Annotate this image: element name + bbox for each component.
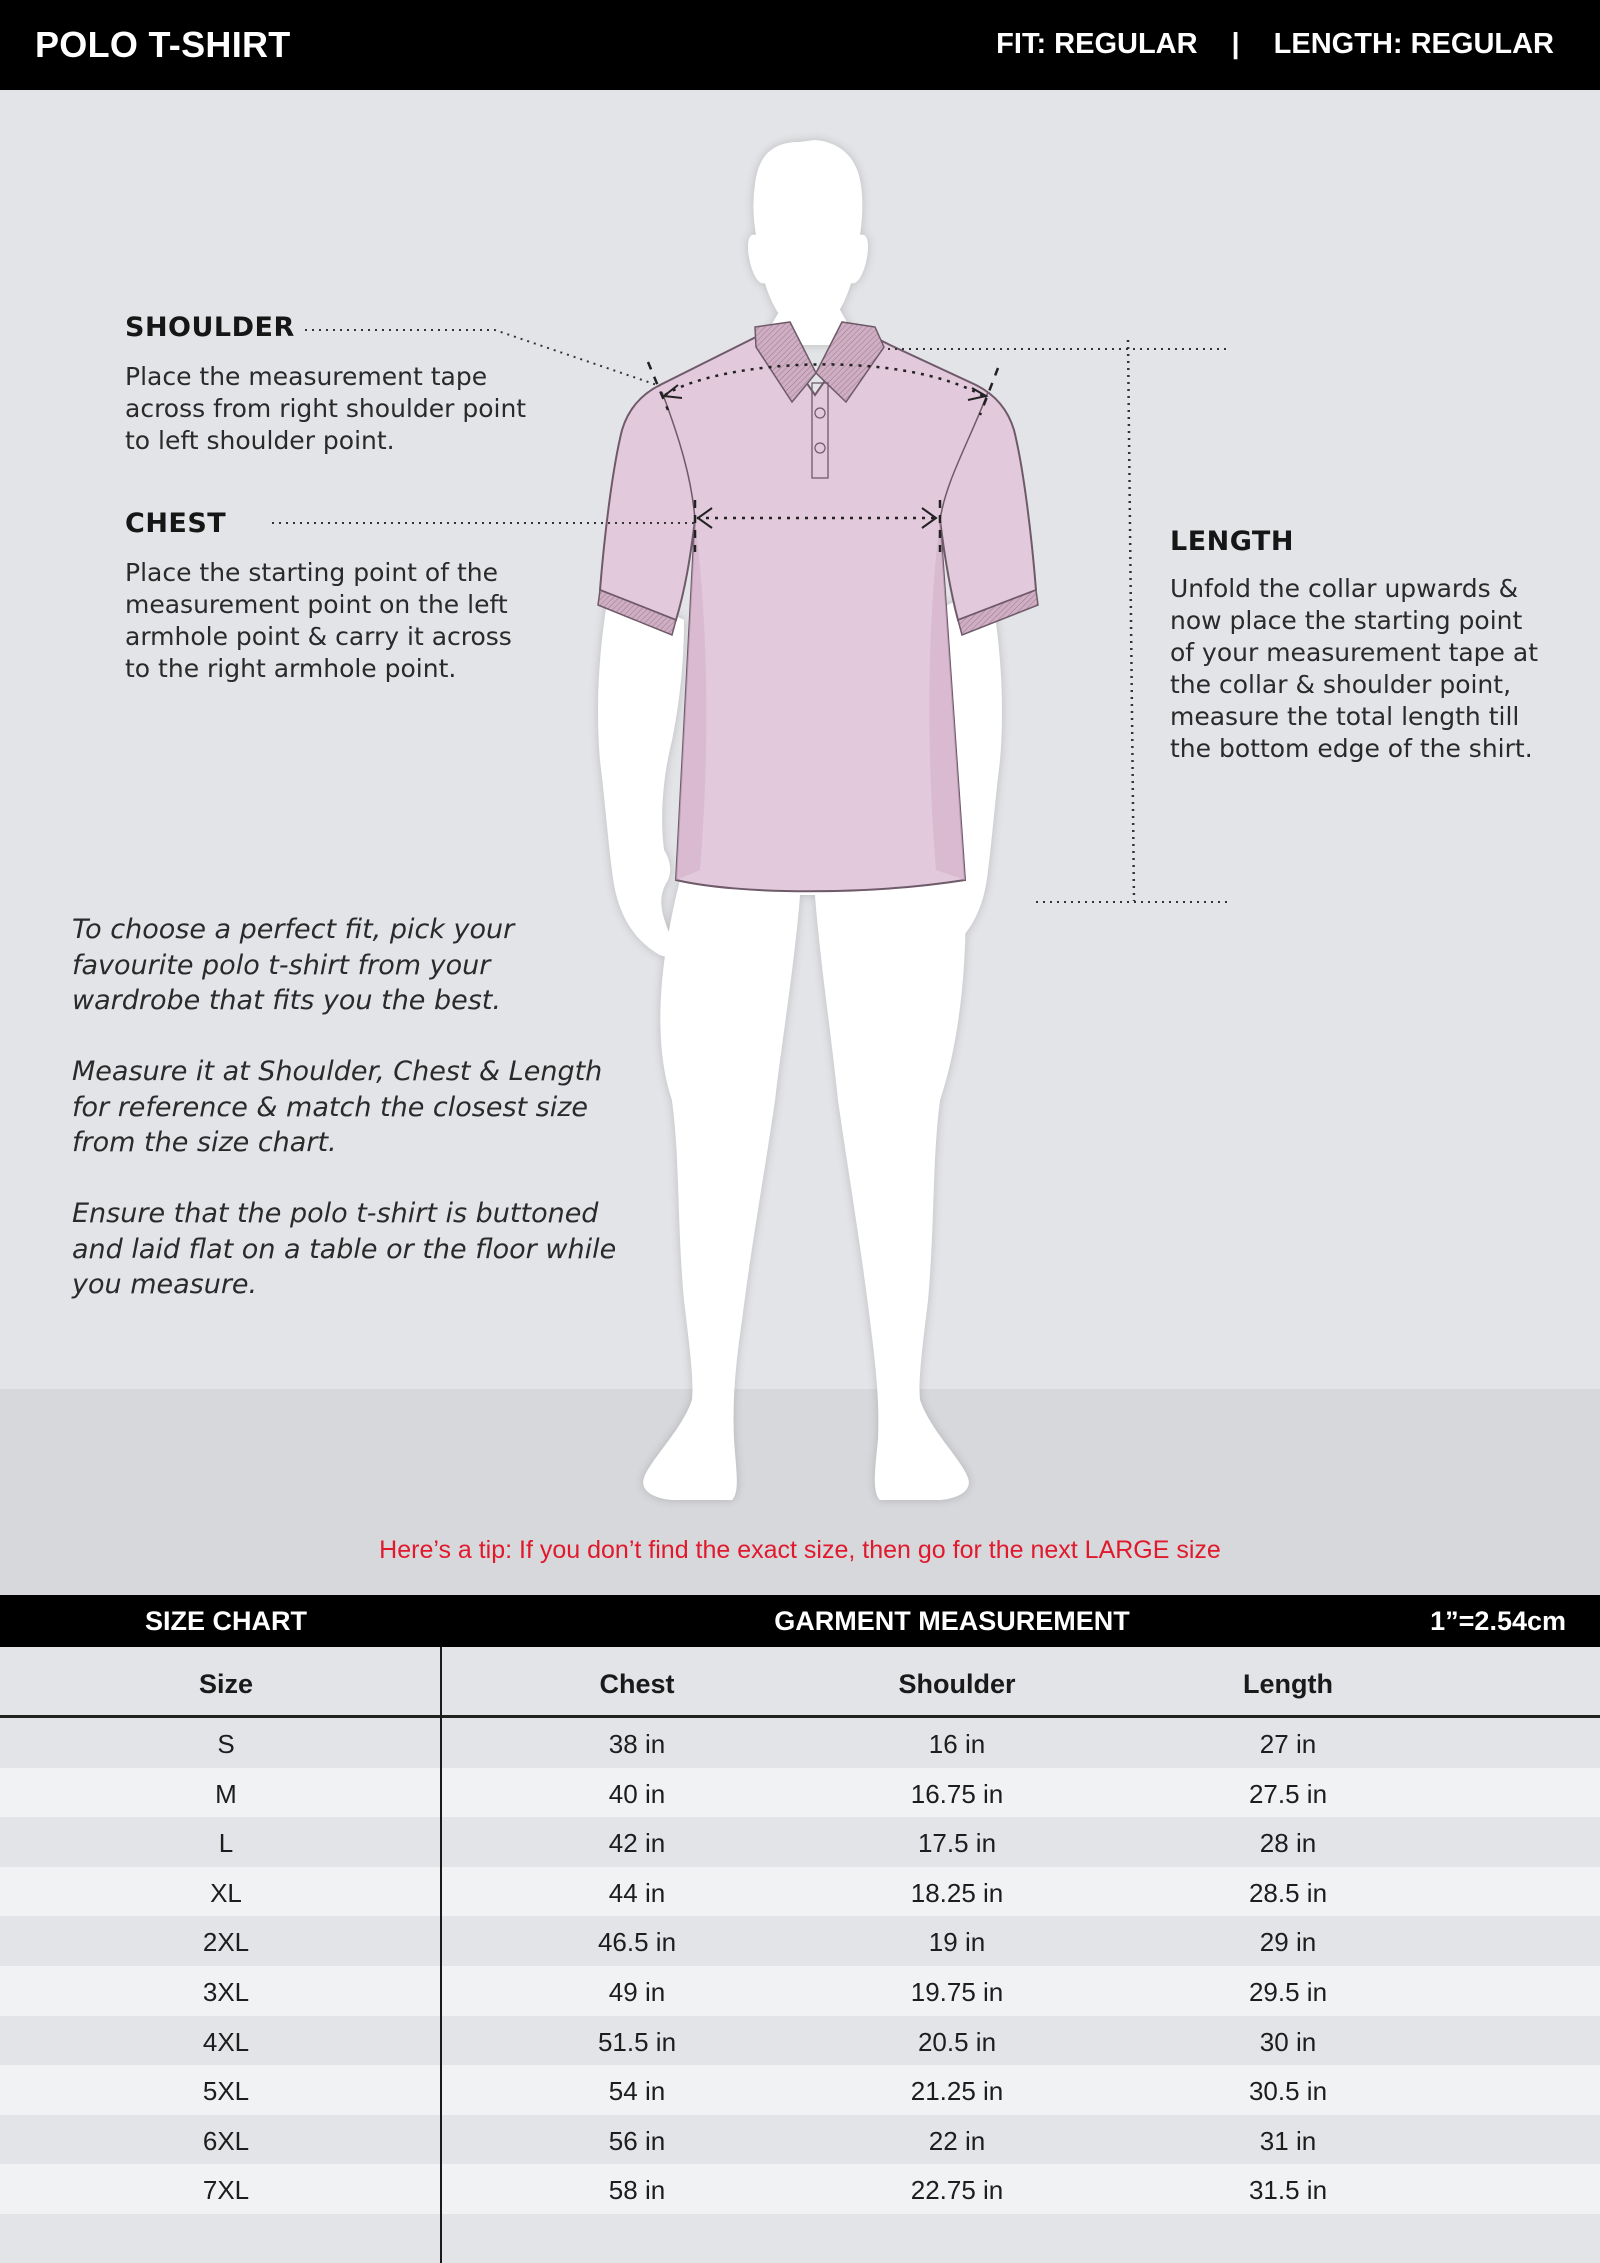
cell-shoulder: 22.75 in xyxy=(910,2175,1004,2206)
length-line: measure the total length till xyxy=(1170,702,1520,731)
cell-shoulder: 16.75 in xyxy=(910,1778,1004,1809)
instruction-line: To choose a perfect fit, pick your xyxy=(72,914,515,945)
measuring-instructions xyxy=(72,912,632,1338)
cell-length: 28.5 in xyxy=(1248,1877,1328,1908)
table-header-row xyxy=(0,1647,1600,1718)
cell-chest: 58 in xyxy=(608,2175,666,2206)
spec-separator: | xyxy=(1231,28,1240,60)
chest-line: Place the starting point of the xyxy=(125,558,498,587)
cell-length: 28 in xyxy=(1259,1828,1317,1859)
table-row xyxy=(0,1768,1600,1818)
table-row xyxy=(0,2115,1600,2165)
cell-chest: 51.5 in xyxy=(597,2026,677,2057)
table-row xyxy=(0,1916,1600,1966)
shoulder-line: across from right shoulder point xyxy=(125,394,527,423)
cell-chest: 42 in xyxy=(608,1828,666,1859)
table-row xyxy=(0,1817,1600,1867)
cell-shoulder: 20.5 in xyxy=(917,2026,997,2057)
chest-line: measurement point on the left xyxy=(125,590,508,619)
length-line: now place the starting point xyxy=(1170,606,1523,635)
unit-conversion: 1”=2.54cm xyxy=(1430,1606,1566,1636)
cell-length: 31 in xyxy=(1259,2125,1317,2156)
column-header-chest: Chest xyxy=(599,1669,675,1699)
instruction-line: wardrobe that fits you the best. xyxy=(72,985,501,1016)
cell-size: XL xyxy=(210,1877,242,1908)
fit-label: FIT: REGULAR xyxy=(996,28,1198,60)
size-chart-header xyxy=(0,1595,1600,1647)
instruction-paragraph xyxy=(72,912,632,1019)
column-divider xyxy=(440,1647,442,2263)
table-row xyxy=(0,2016,1600,2066)
chest-line: armhole point & carry it across xyxy=(125,622,512,651)
column-header-length: Length xyxy=(1243,1669,1333,1699)
shoulder-heading: SHOULDER xyxy=(125,312,295,343)
cell-length: 27 in xyxy=(1259,1729,1317,1759)
instruction-line: and laid flat on a table or the floor while xyxy=(72,1233,617,1265)
cell-chest: 46.5 in xyxy=(597,1927,677,1958)
length-line: the bottom edge of the shirt. xyxy=(1170,734,1533,763)
cell-chest: 40 in xyxy=(608,1778,666,1809)
cell-size: S xyxy=(217,1729,235,1759)
cell-shoulder: 21.25 in xyxy=(910,2076,1004,2107)
product-title: POLO T-SHIRT xyxy=(35,24,291,65)
cell-length: 30.5 in xyxy=(1248,2076,1328,2107)
cell-size: 4XL xyxy=(202,2026,250,2057)
cell-chest: 49 in xyxy=(608,1976,666,2007)
column-header-shoulder: Shoulder xyxy=(898,1669,1016,1699)
length-description xyxy=(1170,573,1538,765)
cell-size: 3XL xyxy=(202,1976,250,2007)
instruction-line: from the size chart. xyxy=(72,1127,337,1158)
cell-length: 29 in xyxy=(1259,1927,1317,1958)
instruction-paragraph xyxy=(72,1196,632,1303)
table-row xyxy=(0,2065,1600,2115)
shoulder-line: Place the measurement tape xyxy=(125,362,488,391)
cell-length: 30 in xyxy=(1259,2026,1317,2057)
cell-size: 6XL xyxy=(202,2125,250,2156)
cell-shoulder: 16 in xyxy=(928,1729,986,1759)
instruction-line: you measure. xyxy=(72,1269,258,1300)
table-row xyxy=(0,1718,1600,1768)
table-body xyxy=(0,1718,1600,2214)
instruction-line: Measure it at Shoulder, Chest & Length xyxy=(72,1056,603,1087)
column-header-size: Size xyxy=(198,1669,254,1699)
shoulder-line: to left shoulder point. xyxy=(125,426,395,455)
chest-description xyxy=(125,557,512,685)
shoulder-description xyxy=(125,361,526,457)
size-chart-title: SIZE CHART xyxy=(145,1606,307,1636)
table-row xyxy=(0,1867,1600,1917)
cell-chest: 44 in xyxy=(608,1877,666,1908)
length-line: of your measurement tape at xyxy=(1170,638,1539,667)
instruction-paragraph xyxy=(72,1054,632,1161)
length-heading: LENGTH xyxy=(1170,526,1294,557)
cell-shoulder: 17.5 in xyxy=(917,1828,997,1859)
instruction-line: favourite polo t-shirt from your xyxy=(72,949,491,981)
cell-shoulder: 22 in xyxy=(928,2125,986,2156)
length-line: Unfold the collar upwards & xyxy=(1170,574,1519,603)
cell-size: 2XL xyxy=(202,1927,250,1958)
cell-chest: 54 in xyxy=(608,2076,666,2107)
length-line: the collar & shoulder point, xyxy=(1170,670,1512,699)
cell-size: 7XL xyxy=(202,2175,250,2206)
cell-size: L xyxy=(218,1828,234,1859)
cell-chest: 38 in xyxy=(608,1729,666,1759)
chest-line: to the right armhole point. xyxy=(125,654,457,683)
cell-length: 29.5 in xyxy=(1248,1976,1328,2007)
cell-length: 31.5 in xyxy=(1248,2175,1328,2206)
cell-shoulder: 18.25 in xyxy=(910,1877,1004,1908)
sizing-tip: Here’s a tip: If you don’t find the exact size, then go for the next LARGE size xyxy=(379,1536,1221,1564)
table-row xyxy=(0,2164,1600,2214)
table-row xyxy=(0,1966,1600,2016)
chest-heading: CHEST xyxy=(125,508,227,539)
instruction-line: Ensure that the polo t-shirt is buttoned xyxy=(72,1198,599,1229)
instruction-line: for reference & match the closest size xyxy=(72,1091,589,1123)
garment-measurement-title: GARMENT MEASUREMENT xyxy=(774,1606,1130,1636)
cell-size: M xyxy=(215,1778,237,1809)
size-chart-table xyxy=(0,1647,1600,2263)
cell-shoulder: 19 in xyxy=(928,1927,986,1958)
cell-chest: 56 in xyxy=(608,2125,666,2156)
cell-size: 5XL xyxy=(202,2076,250,2107)
cell-length: 27.5 in xyxy=(1248,1778,1328,1809)
length-label: LENGTH: REGULAR xyxy=(1273,28,1554,60)
cell-shoulder: 19.75 in xyxy=(910,1976,1004,2007)
